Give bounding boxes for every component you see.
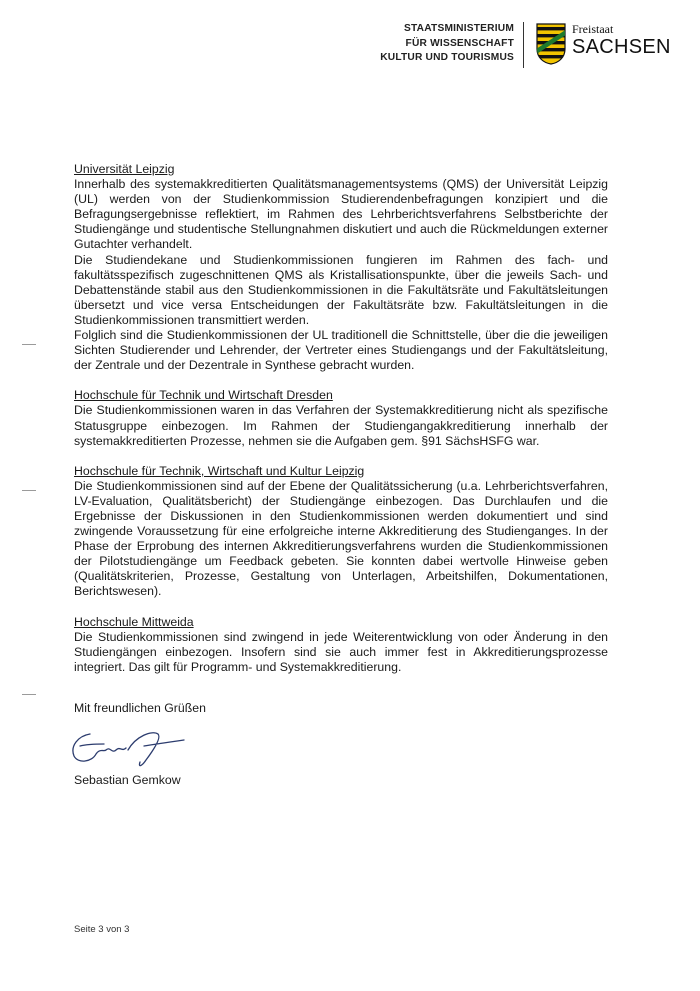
fold-mark [22, 490, 36, 491]
paragraph: Die Studiendekane und Studienkommissionen fungieren im Rahmen des fach- und fakultätsspezifisch zugeschnittenen QMS als Kristallisationspunkte, über die jeweils Sach- und Debattenstände stabil aus den Studienkommissionen in die Fakultätsräte und Fakultätsleitungen übersetzt und vice versa Entscheidungen der Fakultätsräte bzw. Fakultätsleitungen in die Studienkommissionen transmittiert werden. [74, 252, 608, 327]
section-heading: Hochschule für Technik, Wirtschaft und Kultur Leipzig [74, 463, 365, 478]
state-name [572, 22, 671, 58]
letterhead-divider [523, 22, 524, 68]
section-heading: Hochschule Mittweida [74, 614, 194, 629]
paragraph: Innerhalb des systemakkreditierten Qualitätsmanagementsystems (QMS) der Universität Leipzig (UL) werden von der Studienkommission Studierendenbefragungen konzipiert und die Befragungsergebnisse reflektiert, im Rahmen des Lehrberichtsverfahrens Selbstberichte der Studiengänge und studentische Stellungnahmen diskutiert und auch die Rückmeldungen externer Gutachter verhandelt. [74, 177, 608, 252]
signature-icon [66, 726, 196, 770]
fold-mark [22, 694, 36, 695]
paragraph: Die Studienkommissionen sind auf der Ebene der Qualitätssicherung (u.a. Lehrberichtsverfahren, LV-Evaluation, Qualitätsbericht) der Studiengänge einbezogen. Das Durchlaufen und die Ergebnisse der Diskussionen in den Studienkommissionen werden dokumentiert und sind zwingende Voraussetzung für eine erfolgreiche interne Akkreditierung des Studienganges. In der Phase der Erprobung des internen Akkreditierungsverfahrens wurden die Studienkommissionen der Pilotstudiengänge um Feedback gebeten. Sie konnten dabei wertvolle Hinweise geben (Qualitätskriterien, Prozesse, Gestaltung von Unterlagen, Arbeitshilfen, Dokumentationen, Berichtswesen). [74, 478, 608, 599]
paragraph: Die Studienkommissionen sind zwingend in jede Weiterentwicklung von oder Änderung in den Studiengängen einbezogen. Insofern sind sie auch immer fest in Akkreditierungsprozesse integriert. Das gilt für Programm- und Systemakkreditierung. [74, 629, 608, 674]
state-name-big: SACHSEN [572, 36, 671, 58]
section-htwk-leipzig [74, 464, 608, 600]
signer-name: Sebastian Gemkow [74, 773, 181, 787]
paragraph: Die Studienkommissionen waren in das Verfahren der Systemakkreditierung nicht als spezifische Statusgruppe einbezogen. Im Rahmen der Studiengangakkreditierung innerhalb der systemakkreditierten Prozesse, nehmen sie die Aufgaben gem. §91 SächsHSFG war. [74, 403, 608, 448]
section-hs-mittweida [74, 615, 608, 675]
ministry-line: STAATSMINISTERIUM [404, 23, 514, 34]
section-heading: Universität Leipzig [74, 162, 175, 176]
section-htw-dresden [74, 388, 608, 448]
ministry-line: KULTUR UND TOURISMUS [380, 52, 514, 63]
fold-mark [22, 344, 36, 345]
saxony-coat-of-arms-icon [536, 23, 566, 65]
section-heading: Hochschule für Technik und Wirtschaft Dresden [74, 388, 333, 403]
letter-body [74, 162, 608, 675]
section-uni-leipzig [74, 162, 608, 373]
page-number: Seite 3 von 3 [74, 924, 130, 935]
letterhead [0, 22, 700, 72]
paragraph: Folglich sind die Studienkommissionen der UL traditionell die Schnittstelle, über die die jeweiligen Sichten Studierender und Lehrender, der Vertreter eines Studiengangs und der Fakultätsleitung, der Zentrale und der Dezentrale in Synthese gebracht wurden. [74, 328, 608, 373]
state-name-small: Freistaat [572, 22, 614, 36]
ministry-line: FÜR WISSENSCHAFT [405, 37, 514, 49]
ministry-name [380, 22, 514, 66]
closing-salutation: Mit freundlichen Grüßen [74, 701, 206, 715]
